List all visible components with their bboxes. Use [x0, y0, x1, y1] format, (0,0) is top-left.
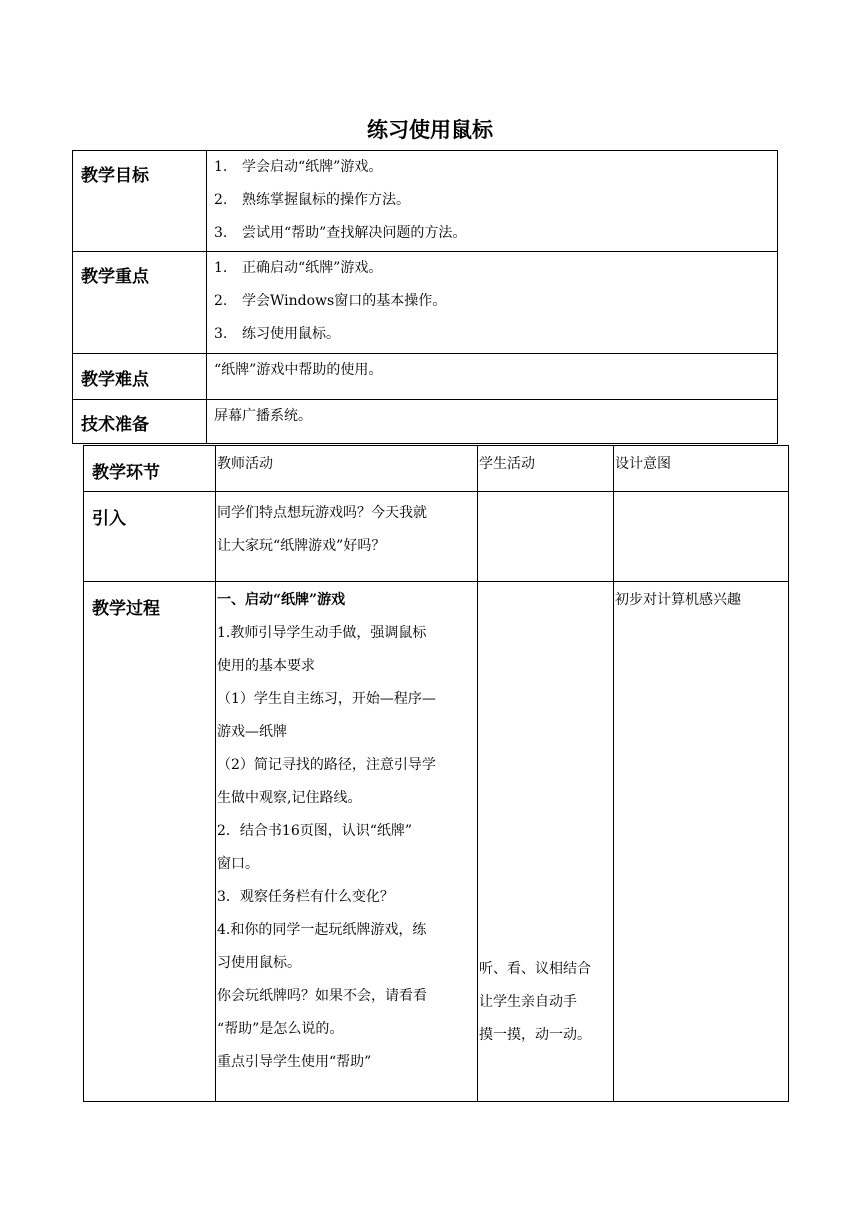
- intro-student: [478, 492, 614, 582]
- objective-item: 1. 学会启动“纸牌”游戏。: [214, 159, 383, 175]
- process-row: [84, 582, 789, 1102]
- teacher-heading: 一、启动“纸牌”游戏: [217, 592, 346, 608]
- header-teacher: 教师活动: [216, 446, 478, 492]
- key-points-row: [73, 252, 778, 354]
- key-points-content: [207, 252, 778, 354]
- lesson-info-table: [72, 150, 778, 444]
- intro-row: [84, 492, 789, 582]
- header-stage: 教学环节: [84, 446, 216, 492]
- key-points-label: 教学重点: [73, 252, 207, 354]
- header-student: 学生活动: [478, 446, 614, 492]
- intro-label: 引入: [84, 492, 216, 582]
- intro-intent: [614, 492, 789, 582]
- process-label: 教学过程: [84, 582, 216, 1102]
- key-point-item: 2. 学会Windows窗口的基本操作。: [214, 293, 447, 309]
- key-point-item: 3. 练习使用鼠标。: [214, 326, 340, 342]
- process-table: [83, 445, 789, 1102]
- preparation-content: 屏幕广播系统。: [207, 400, 778, 444]
- intro-teacher: 同学们特点想玩游戏吗？今天我就 让大家玩“纸牌游戏”好吗？: [216, 492, 478, 582]
- page-title: 练习使用鼠标: [367, 118, 493, 142]
- difficulty-row: [73, 354, 778, 400]
- objective-item: 2. 熟练掌握鼠标的操作方法。: [214, 192, 410, 208]
- preparation-label: 技术准备: [73, 400, 207, 444]
- process-student: 听、看、议相结合 让学生亲自动手 摸一摸，动一动。: [478, 582, 614, 1102]
- table-header-row: [84, 446, 789, 492]
- objective-item: 3. 尝试用“帮助”查找解决问题的方法。: [214, 225, 467, 241]
- process-teacher: 一、启动“纸牌”游戏 1.教师引导学生动手做，强调鼠标 使用的基本要求 （1）学生自主练习，开始—程序— 游戏—纸牌 （2）简记寻找的路径，注意引导学 生做中观察,记住路线。 2．结合书16页图，认识“纸牌” 窗口。 3．观察任务栏有什么变化？ 4.和你的同学一起玩纸牌游戏，练 习使用鼠标。 你会玩纸牌吗？如果不会，请看看 “帮助”是怎么说的。 重点引导学生使用“帮助”: [216, 582, 478, 1102]
- objectives-content: [207, 151, 778, 252]
- header-intent: 设计意图: [614, 446, 789, 492]
- preparation-row: [73, 400, 778, 444]
- objectives-row: [73, 151, 778, 252]
- process-intent: 初步对计算机感兴趣: [614, 582, 789, 1102]
- difficulty-content: “纸牌”游戏中帮助的使用。: [207, 354, 778, 400]
- difficulty-label: 教学难点: [73, 354, 207, 400]
- key-point-item: 1. 正确启动“纸牌”游戏。: [214, 260, 383, 276]
- objectives-label: 教学目标: [73, 151, 207, 252]
